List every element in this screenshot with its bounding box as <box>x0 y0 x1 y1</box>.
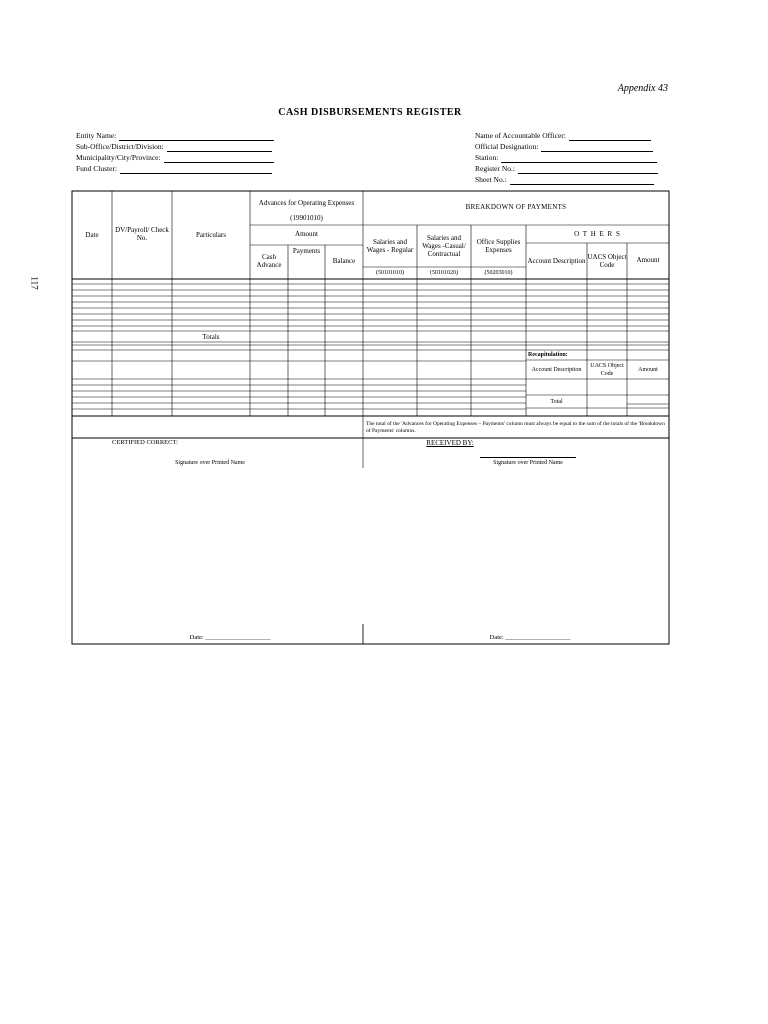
col-date-header: Date <box>85 231 99 239</box>
page-number: 117 <box>29 276 40 290</box>
footer-note: The total of the 'Advances for Operating Expenses – Payments' column must always be equal to the sum of the totals of the 'Breakdown of Payments' columns. <box>366 421 665 434</box>
recap-uacs: UACS Object Code <box>590 362 624 377</box>
col-amount-header: Amount <box>295 230 318 238</box>
code-regular: (50101010) <box>376 270 404 276</box>
others-header: O T H E R S <box>574 230 621 238</box>
signature-right-label: Signature over Printed Name <box>493 459 563 466</box>
fund-cluster-label: Fund Cluster: <box>76 164 118 173</box>
appendix-label: Appendix 43 <box>617 83 668 94</box>
col-others-amount-header: Amount <box>636 256 660 264</box>
recapitulation-label: Recapitulation: <box>528 352 568 358</box>
col-payments-header: Payments <box>292 246 321 255</box>
certified-correct-label: CERTIFIED CORRECT: <box>112 439 178 446</box>
col-office-supplies-header: Office Supplies Expenses <box>476 238 521 254</box>
code-supplies: (50203010) <box>484 270 513 276</box>
station-label: Station: <box>475 153 499 162</box>
col-particulars-header: Particulars <box>196 231 226 239</box>
recap-total: Total <box>550 398 563 405</box>
col-salaries-regular-header: Salaries and Wages - Regular <box>366 238 414 254</box>
recap-account-description: Account Description <box>531 367 582 373</box>
totals-label: Totals <box>202 332 220 341</box>
code-casual: (50101020) <box>430 270 458 276</box>
page-title: CASH DISBURSEMENTS REGISTER <box>278 107 462 118</box>
received-by-label: RECEIVED BY: <box>426 438 474 447</box>
accountable-officer-label: Name of Accountable Officer: <box>475 131 566 140</box>
col-cash-advance-header: Cash Advance <box>256 253 282 269</box>
breakdown-header: BREAKDOWN OF PAYMENTS <box>465 203 567 211</box>
col-balance-header: Balance <box>332 257 356 265</box>
col-dv-check-header: DV/Payroll/ Check No. <box>115 226 169 242</box>
date-left-field[interactable]: Date: ____________________ <box>189 634 271 641</box>
official-designation-label: Official Designation: <box>475 142 539 151</box>
sub-office-label: Sub-Office/District/Division: <box>76 142 164 151</box>
col-advances-code: (19901010) <box>290 214 323 222</box>
col-advances-header: Advances for Operating Expenses <box>258 199 355 207</box>
col-uacs-header: UACS Object Code <box>587 253 627 269</box>
register-no-label: Register No.: <box>475 164 515 173</box>
col-account-description-header: Account Description <box>527 257 586 265</box>
signature-left-label: Signature over Printed Name <box>175 459 245 466</box>
entity-name-label: Entity Name: <box>76 131 117 140</box>
col-salaries-casual-header: Salaries and Wages -Casual/ Contractual <box>422 234 466 258</box>
recap-amount: Amount <box>638 367 658 373</box>
municipality-label: Municipality/City/Province: <box>76 153 161 162</box>
sheet-no-label: Sheet No.: <box>475 175 507 184</box>
date-right-field[interactable]: Date: ____________________ <box>489 634 571 641</box>
